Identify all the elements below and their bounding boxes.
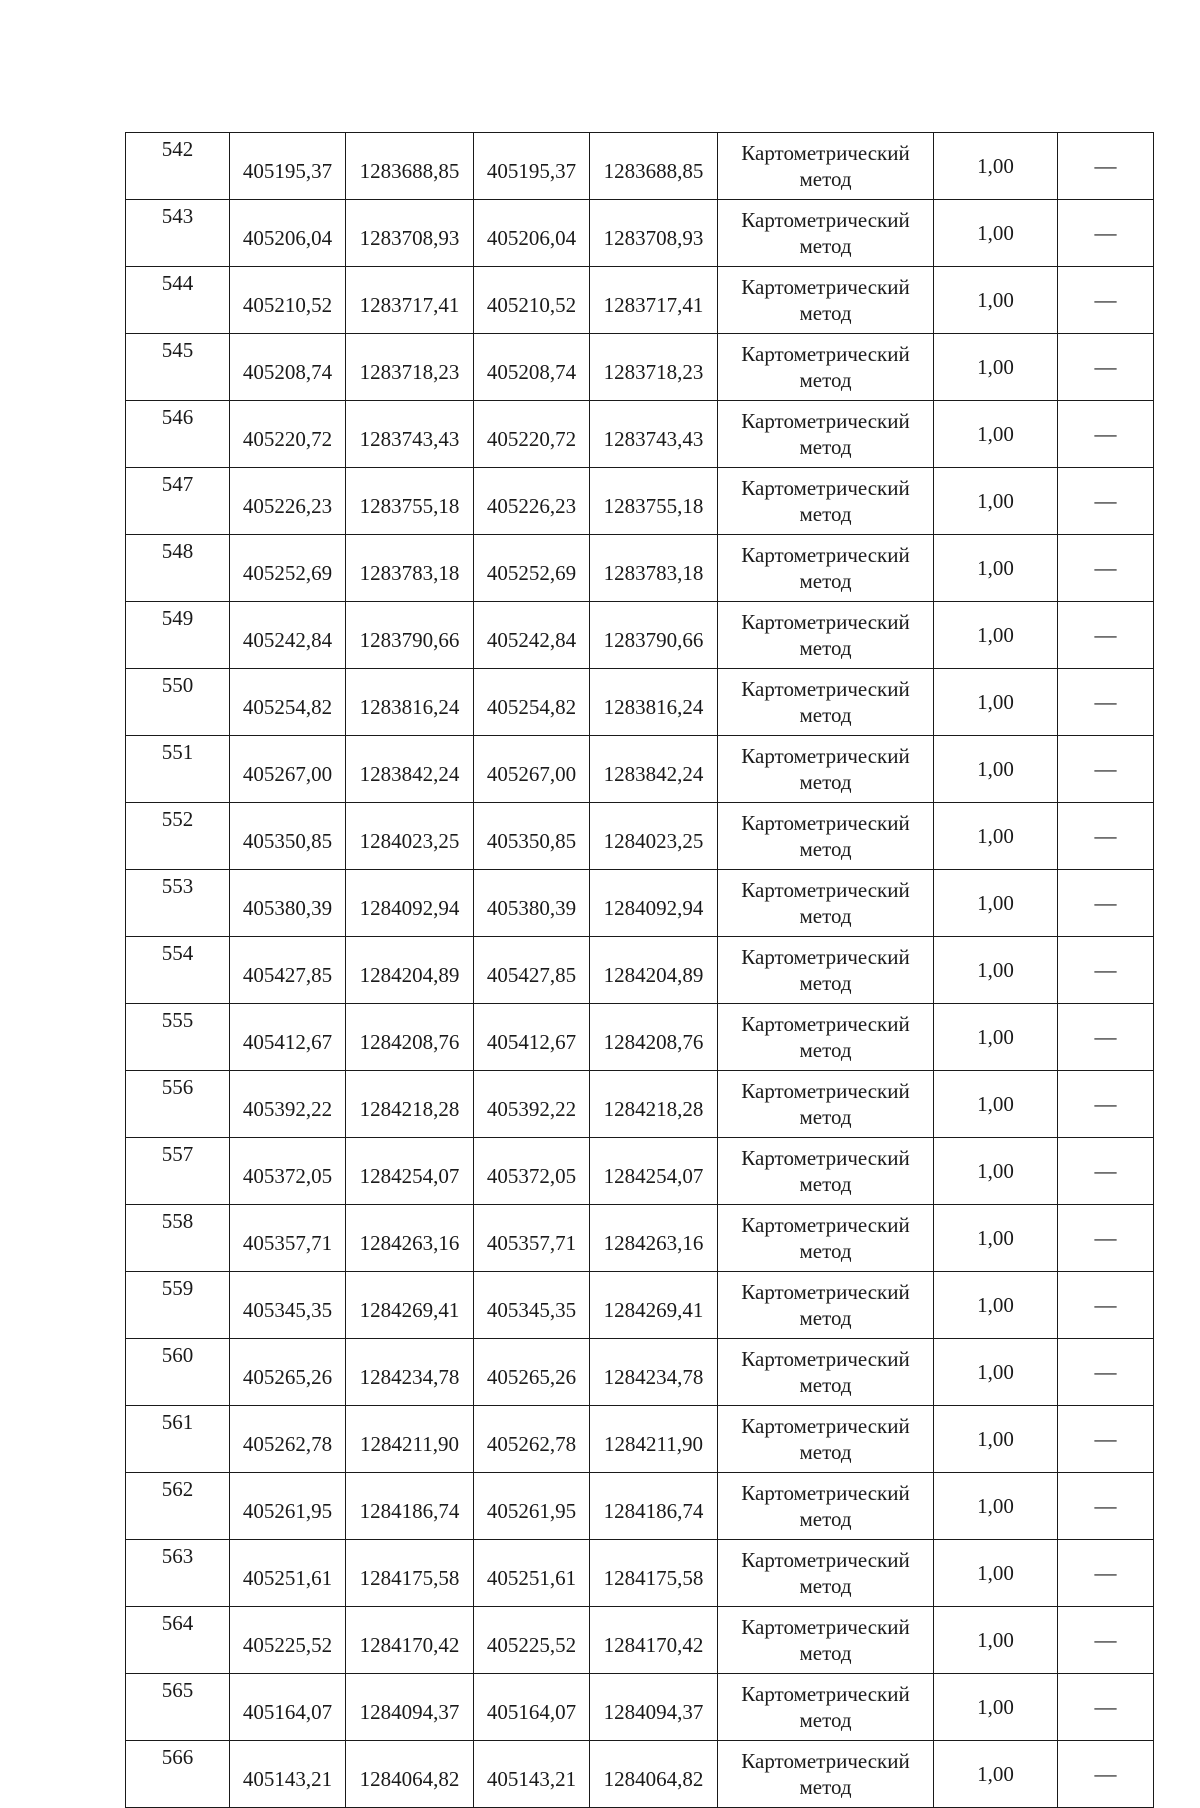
y-existing-cell: 1283783,18 — [346, 535, 474, 602]
table-row — [126, 334, 1154, 401]
accuracy-cell: 1,00 — [934, 468, 1058, 535]
table-row — [126, 1406, 1154, 1473]
note-cell: — — [1058, 1004, 1154, 1071]
method-line-1: Картометрический — [741, 1347, 910, 1371]
table-row — [126, 535, 1154, 602]
method-line-2: метод — [799, 1708, 852, 1732]
method-line-1: Картометрический — [741, 1280, 910, 1304]
method-line-1: Картометрический — [741, 677, 910, 701]
note-cell: — — [1058, 401, 1154, 468]
y-existing-cell: 1284208,76 — [346, 1004, 474, 1071]
table-row — [126, 200, 1154, 267]
method-line-2: метод — [799, 971, 852, 995]
y-new-cell: 1284211,90 — [590, 1406, 718, 1473]
method-cell — [718, 200, 934, 267]
method-line-2: метод — [799, 703, 852, 727]
method-line-1: Картометрический — [741, 811, 910, 835]
accuracy-cell: 1,00 — [934, 1473, 1058, 1540]
accuracy-cell: 1,00 — [934, 535, 1058, 602]
x-existing-cell: 405195,37 — [230, 133, 346, 200]
y-existing-cell: 1283755,18 — [346, 468, 474, 535]
accuracy-cell: 1,00 — [934, 1339, 1058, 1406]
y-new-cell: 1283717,41 — [590, 267, 718, 334]
table-body — [126, 133, 1154, 1808]
accuracy-cell: 1,00 — [934, 1004, 1058, 1071]
note-cell: — — [1058, 1205, 1154, 1272]
x-existing-cell: 405392,22 — [230, 1071, 346, 1138]
y-existing-cell: 1283718,23 — [346, 334, 474, 401]
table-row — [126, 1138, 1154, 1205]
x-new-cell: 405254,82 — [474, 669, 590, 736]
point-number-cell: 544 — [126, 267, 230, 334]
table-row — [126, 1272, 1154, 1339]
y-new-cell: 1283688,85 — [590, 133, 718, 200]
method-line-1: Картометрический — [741, 878, 910, 902]
method-line-1: Картометрический — [741, 1615, 910, 1639]
y-new-cell: 1284269,41 — [590, 1272, 718, 1339]
x-new-cell: 405372,05 — [474, 1138, 590, 1205]
y-new-cell: 1284023,25 — [590, 803, 718, 870]
y-new-cell: 1283816,24 — [590, 669, 718, 736]
y-new-cell: 1284170,42 — [590, 1607, 718, 1674]
method-line-2: метод — [799, 1641, 852, 1665]
y-existing-cell: 1283717,41 — [346, 267, 474, 334]
x-new-cell: 405261,95 — [474, 1473, 590, 1540]
method-line-2: метод — [799, 1373, 852, 1397]
point-number-cell: 558 — [126, 1205, 230, 1272]
method-cell — [718, 1272, 934, 1339]
accuracy-cell: 1,00 — [934, 1674, 1058, 1741]
method-cell — [718, 401, 934, 468]
x-new-cell: 405380,39 — [474, 870, 590, 937]
accuracy-cell: 1,00 — [934, 1272, 1058, 1339]
accuracy-cell: 1,00 — [934, 267, 1058, 334]
point-number-cell: 548 — [126, 535, 230, 602]
method-cell — [718, 1406, 934, 1473]
method-line-1: Картометрический — [741, 1749, 910, 1773]
y-new-cell: 1283718,23 — [590, 334, 718, 401]
note-cell: — — [1058, 1674, 1154, 1741]
method-line-2: метод — [799, 435, 852, 459]
point-number-cell: 562 — [126, 1473, 230, 1540]
x-existing-cell: 405345,35 — [230, 1272, 346, 1339]
method-line-2: метод — [799, 1507, 852, 1531]
table-row — [126, 401, 1154, 468]
method-cell — [718, 736, 934, 803]
y-existing-cell: 1284186,74 — [346, 1473, 474, 1540]
method-line-1: Картометрический — [741, 1213, 910, 1237]
point-number-cell: 545 — [126, 334, 230, 401]
table-row — [126, 602, 1154, 669]
point-number-cell: 561 — [126, 1406, 230, 1473]
x-existing-cell: 405206,04 — [230, 200, 346, 267]
table-row — [126, 1473, 1154, 1540]
method-cell — [718, 669, 934, 736]
x-new-cell: 405242,84 — [474, 602, 590, 669]
note-cell: — — [1058, 736, 1154, 803]
note-cell: — — [1058, 803, 1154, 870]
method-line-2: метод — [799, 1775, 852, 1799]
y-existing-cell: 1283790,66 — [346, 602, 474, 669]
table-row — [126, 669, 1154, 736]
method-line-1: Картометрический — [741, 945, 910, 969]
method-cell — [718, 1071, 934, 1138]
method-line-1: Картометрический — [741, 409, 910, 433]
accuracy-cell: 1,00 — [934, 602, 1058, 669]
x-existing-cell: 405350,85 — [230, 803, 346, 870]
x-existing-cell: 405380,39 — [230, 870, 346, 937]
y-existing-cell: 1284204,89 — [346, 937, 474, 1004]
method-line-1: Картометрический — [741, 1682, 910, 1706]
y-new-cell: 1284094,37 — [590, 1674, 718, 1741]
table-row — [126, 468, 1154, 535]
accuracy-cell: 1,00 — [934, 669, 1058, 736]
y-new-cell: 1283783,18 — [590, 535, 718, 602]
method-cell — [718, 1473, 934, 1540]
y-existing-cell: 1284175,58 — [346, 1540, 474, 1607]
method-line-1: Картометрический — [741, 275, 910, 299]
method-line-2: метод — [799, 770, 852, 794]
method-line-2: метод — [799, 502, 852, 526]
method-line-1: Картометрический — [741, 1012, 910, 1036]
method-line-2: метод — [799, 167, 852, 191]
y-new-cell: 1283755,18 — [590, 468, 718, 535]
method-line-1: Картометрический — [741, 1146, 910, 1170]
point-number-cell: 555 — [126, 1004, 230, 1071]
method-cell — [718, 803, 934, 870]
note-cell: — — [1058, 200, 1154, 267]
y-existing-cell: 1284064,82 — [346, 1741, 474, 1808]
coordinates-table — [125, 132, 1154, 1808]
x-existing-cell: 405412,67 — [230, 1004, 346, 1071]
x-existing-cell: 405265,26 — [230, 1339, 346, 1406]
y-new-cell: 1284186,74 — [590, 1473, 718, 1540]
x-existing-cell: 405357,71 — [230, 1205, 346, 1272]
note-cell: — — [1058, 602, 1154, 669]
x-existing-cell: 405372,05 — [230, 1138, 346, 1205]
method-cell — [718, 1741, 934, 1808]
table-row — [126, 1339, 1154, 1406]
note-cell: — — [1058, 1071, 1154, 1138]
table-row — [126, 870, 1154, 937]
x-new-cell: 405206,04 — [474, 200, 590, 267]
point-number-cell: 556 — [126, 1071, 230, 1138]
y-existing-cell: 1284269,41 — [346, 1272, 474, 1339]
method-line-2: метод — [799, 1105, 852, 1129]
x-new-cell: 405164,07 — [474, 1674, 590, 1741]
point-number-cell: 549 — [126, 602, 230, 669]
y-existing-cell: 1284218,28 — [346, 1071, 474, 1138]
x-existing-cell: 405225,52 — [230, 1607, 346, 1674]
y-new-cell: 1283743,43 — [590, 401, 718, 468]
x-new-cell: 405143,21 — [474, 1741, 590, 1808]
point-number-cell: 551 — [126, 736, 230, 803]
accuracy-cell: 1,00 — [934, 133, 1058, 200]
y-existing-cell: 1283708,93 — [346, 200, 474, 267]
method-cell — [718, 1339, 934, 1406]
y-existing-cell: 1284254,07 — [346, 1138, 474, 1205]
accuracy-cell: 1,00 — [934, 200, 1058, 267]
y-new-cell: 1284218,28 — [590, 1071, 718, 1138]
point-number-cell: 542 — [126, 133, 230, 200]
x-new-cell: 405265,26 — [474, 1339, 590, 1406]
y-new-cell: 1284204,89 — [590, 937, 718, 1004]
x-existing-cell: 405427,85 — [230, 937, 346, 1004]
method-line-1: Картометрический — [741, 1481, 910, 1505]
accuracy-cell: 1,00 — [934, 1406, 1058, 1473]
method-line-1: Картометрический — [741, 1079, 910, 1103]
point-number-cell: 564 — [126, 1607, 230, 1674]
y-existing-cell: 1283688,85 — [346, 133, 474, 200]
y-existing-cell: 1284211,90 — [346, 1406, 474, 1473]
x-existing-cell: 405251,61 — [230, 1540, 346, 1607]
accuracy-cell: 1,00 — [934, 1741, 1058, 1808]
accuracy-cell: 1,00 — [934, 736, 1058, 803]
x-existing-cell: 405267,00 — [230, 736, 346, 803]
x-existing-cell: 405143,21 — [230, 1741, 346, 1808]
method-line-1: Картометрический — [741, 744, 910, 768]
method-line-2: метод — [799, 234, 852, 258]
table-row — [126, 1741, 1154, 1808]
x-new-cell: 405262,78 — [474, 1406, 590, 1473]
y-existing-cell: 1283816,24 — [346, 669, 474, 736]
note-cell: — — [1058, 1339, 1154, 1406]
method-cell — [718, 535, 934, 602]
method-line-2: метод — [799, 1038, 852, 1062]
point-number-cell: 557 — [126, 1138, 230, 1205]
y-new-cell: 1284254,07 — [590, 1138, 718, 1205]
method-line-2: метод — [799, 569, 852, 593]
x-new-cell: 405392,22 — [474, 1071, 590, 1138]
point-number-cell: 559 — [126, 1272, 230, 1339]
method-cell — [718, 1607, 934, 1674]
note-cell: — — [1058, 133, 1154, 200]
y-new-cell: 1284208,76 — [590, 1004, 718, 1071]
method-line-2: метод — [799, 368, 852, 392]
method-line-2: метод — [799, 636, 852, 660]
note-cell: — — [1058, 1406, 1154, 1473]
accuracy-cell: 1,00 — [934, 1607, 1058, 1674]
method-cell — [718, 133, 934, 200]
point-number-cell: 563 — [126, 1540, 230, 1607]
y-existing-cell: 1283842,24 — [346, 736, 474, 803]
note-cell: — — [1058, 1540, 1154, 1607]
y-existing-cell: 1284094,37 — [346, 1674, 474, 1741]
table-row — [126, 1004, 1154, 1071]
note-cell: — — [1058, 334, 1154, 401]
table-row — [126, 267, 1154, 334]
note-cell: — — [1058, 535, 1154, 602]
table-row — [126, 1071, 1154, 1138]
x-new-cell: 405226,23 — [474, 468, 590, 535]
x-existing-cell: 405226,23 — [230, 468, 346, 535]
accuracy-cell: 1,00 — [934, 870, 1058, 937]
point-number-cell: 547 — [126, 468, 230, 535]
point-number-cell: 552 — [126, 803, 230, 870]
y-existing-cell: 1284263,16 — [346, 1205, 474, 1272]
point-number-cell: 560 — [126, 1339, 230, 1406]
y-existing-cell: 1283743,43 — [346, 401, 474, 468]
method-line-2: метод — [799, 1239, 852, 1263]
method-cell — [718, 1004, 934, 1071]
y-new-cell: 1284263,16 — [590, 1205, 718, 1272]
x-existing-cell: 405262,78 — [230, 1406, 346, 1473]
method-cell — [718, 1540, 934, 1607]
x-new-cell: 405267,00 — [474, 736, 590, 803]
x-new-cell: 405252,69 — [474, 535, 590, 602]
point-number-cell: 553 — [126, 870, 230, 937]
table-row — [126, 1607, 1154, 1674]
method-line-1: Картометрический — [741, 610, 910, 634]
point-number-cell: 543 — [126, 200, 230, 267]
method-line-1: Картометрический — [741, 1414, 910, 1438]
method-cell — [718, 468, 934, 535]
method-line-2: метод — [799, 301, 852, 325]
note-cell: — — [1058, 1138, 1154, 1205]
table-row — [126, 1540, 1154, 1607]
x-new-cell: 405357,71 — [474, 1205, 590, 1272]
note-cell: — — [1058, 669, 1154, 736]
method-line-2: метод — [799, 1306, 852, 1330]
method-cell — [718, 267, 934, 334]
note-cell: — — [1058, 1607, 1154, 1674]
point-number-cell: 550 — [126, 669, 230, 736]
point-number-cell: 546 — [126, 401, 230, 468]
note-cell: — — [1058, 1741, 1154, 1808]
point-number-cell: 566 — [126, 1741, 230, 1808]
table-row — [126, 1205, 1154, 1272]
method-cell — [718, 937, 934, 1004]
method-line-1: Картометрический — [741, 342, 910, 366]
y-new-cell: 1284064,82 — [590, 1741, 718, 1808]
table-row — [126, 937, 1154, 1004]
method-cell — [718, 334, 934, 401]
x-existing-cell: 405210,52 — [230, 267, 346, 334]
y-new-cell: 1284234,78 — [590, 1339, 718, 1406]
note-cell: — — [1058, 468, 1154, 535]
method-line-1: Картометрический — [741, 141, 910, 165]
method-line-1: Картометрический — [741, 476, 910, 500]
method-line-2: метод — [799, 837, 852, 861]
note-cell: — — [1058, 870, 1154, 937]
note-cell: — — [1058, 937, 1154, 1004]
method-line-2: метод — [799, 1574, 852, 1598]
y-new-cell: 1283842,24 — [590, 736, 718, 803]
x-new-cell: 405345,35 — [474, 1272, 590, 1339]
point-number-cell: 565 — [126, 1674, 230, 1741]
x-new-cell: 405251,61 — [474, 1540, 590, 1607]
y-existing-cell: 1284023,25 — [346, 803, 474, 870]
x-existing-cell: 405242,84 — [230, 602, 346, 669]
method-cell — [718, 1205, 934, 1272]
x-new-cell: 405195,37 — [474, 133, 590, 200]
x-existing-cell: 405252,69 — [230, 535, 346, 602]
method-cell — [718, 870, 934, 937]
note-cell: — — [1058, 267, 1154, 334]
method-cell — [718, 1138, 934, 1205]
note-cell: — — [1058, 1272, 1154, 1339]
y-existing-cell: 1284170,42 — [346, 1607, 474, 1674]
x-existing-cell: 405208,74 — [230, 334, 346, 401]
x-new-cell: 405210,52 — [474, 267, 590, 334]
x-existing-cell: 405254,82 — [230, 669, 346, 736]
point-number-cell: 554 — [126, 937, 230, 1004]
method-cell — [718, 1674, 934, 1741]
y-new-cell: 1283790,66 — [590, 602, 718, 669]
x-new-cell: 405412,67 — [474, 1004, 590, 1071]
method-line-1: Картометрический — [741, 208, 910, 232]
method-cell — [718, 602, 934, 669]
table-row — [126, 736, 1154, 803]
accuracy-cell: 1,00 — [934, 334, 1058, 401]
x-new-cell: 405208,74 — [474, 334, 590, 401]
y-existing-cell: 1284092,94 — [346, 870, 474, 937]
note-cell: — — [1058, 1473, 1154, 1540]
x-existing-cell: 405261,95 — [230, 1473, 346, 1540]
table-row — [126, 133, 1154, 200]
table-row — [126, 803, 1154, 870]
table-row — [126, 1674, 1154, 1741]
accuracy-cell: 1,00 — [934, 937, 1058, 1004]
x-new-cell: 405427,85 — [474, 937, 590, 1004]
accuracy-cell: 1,00 — [934, 803, 1058, 870]
x-new-cell: 405350,85 — [474, 803, 590, 870]
accuracy-cell: 1,00 — [934, 401, 1058, 468]
x-existing-cell: 405164,07 — [230, 1674, 346, 1741]
y-existing-cell: 1284234,78 — [346, 1339, 474, 1406]
accuracy-cell: 1,00 — [934, 1205, 1058, 1272]
method-line-1: Картометрический — [741, 1548, 910, 1572]
x-new-cell: 405220,72 — [474, 401, 590, 468]
accuracy-cell: 1,00 — [934, 1071, 1058, 1138]
method-line-1: Картометрический — [741, 543, 910, 567]
x-existing-cell: 405220,72 — [230, 401, 346, 468]
accuracy-cell: 1,00 — [934, 1138, 1058, 1205]
y-new-cell: 1284092,94 — [590, 870, 718, 937]
x-new-cell: 405225,52 — [474, 1607, 590, 1674]
method-line-2: метод — [799, 1440, 852, 1464]
y-new-cell: 1283708,93 — [590, 200, 718, 267]
method-line-2: метод — [799, 904, 852, 928]
y-new-cell: 1284175,58 — [590, 1540, 718, 1607]
accuracy-cell: 1,00 — [934, 1540, 1058, 1607]
method-line-2: метод — [799, 1172, 852, 1196]
